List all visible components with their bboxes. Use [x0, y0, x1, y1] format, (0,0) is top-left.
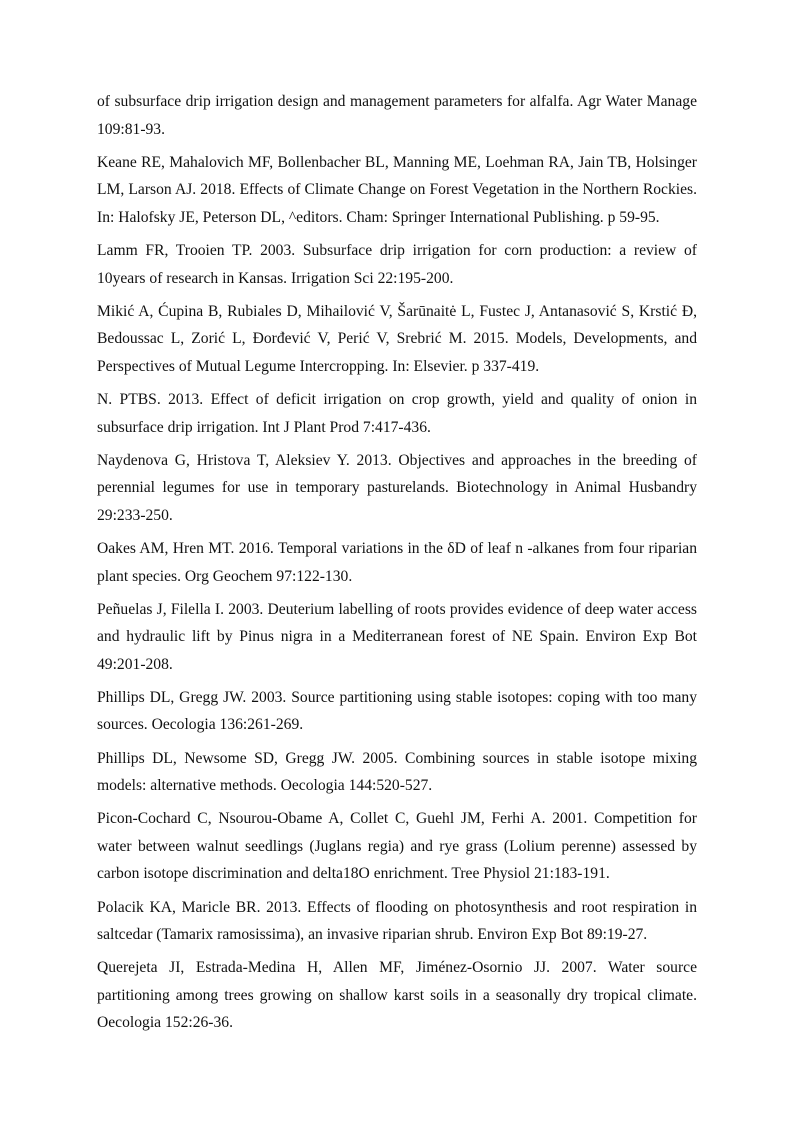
reference-entry: Oakes AM, Hren MT. 2016. Temporal variations in the δD of leaf n -alkanes from four riparian plant species. Org Geochem 97:122-130. [97, 539, 697, 585]
reference-entry: Picon-Cochard C, Nsourou-Obame A, Collet C, Guehl JM, Ferhi A. 2001. Competition for water between walnut seedlings (Juglans regia) and rye grass (Lolium perenne) assessed by carbon isotope discrimination and delta18O enrichment. Tree Physiol 21:183-191. [97, 810, 697, 883]
reference-entry: Querejeta JI, Estrada-Medina H, Allen MF, Jiménez-Osornio JJ. 2007. Water source partitioning among trees growing on shallow karst soils in a seasonally dry tropical climate. Oecologia 152:26-36. [97, 959, 697, 1032]
reference-entry: Peñuelas J, Filella I. 2003. Deuterium labelling of roots provides evidence of deep water access and hydraulic lift by Pinus nigra in a Mediterranean forest of NE Spain. Environ Exp Bot 49:201-208. [97, 600, 697, 673]
reference-entry: Phillips DL, Gregg JW. 2003. Source partitioning using stable isotopes: coping with too many sources. Oecologia 136:261-269. [97, 688, 697, 734]
reference-entry: Naydenova G, Hristova T, Aleksiev Y. 2013. Objectives and approaches in the breeding of perennial legumes for use in temporary pasturelands. Biotechnology in Animal Husbandry 29:233-250. [97, 451, 697, 524]
reference-entry: Keane RE, Mahalovich MF, Bollenbacher BL, Manning ME, Loehman RA, Jain TB, Holsinger LM, Larson AJ. 2018. Effects of Climate Change on Forest Vegetation in the Northern Rockies. In: Halofsky JE, Peterson DL, ^editors. Cham: Springer International Publishing. p 59-95. [97, 153, 697, 226]
reference-list [97, 88, 697, 1043]
reference-entry: Lamm FR, Trooien TP. 2003. Subsurface drip irrigation for corn production: a review of 10years of research in Kansas. Irrigation Sci 22:195-200. [97, 241, 697, 287]
reference-entry: Phillips DL, Newsome SD, Gregg JW. 2005. Combining sources in stable isotope mixing models: alternative methods. Oecologia 144:520-527. [97, 749, 697, 795]
reference-entry: of subsurface drip irrigation design and management parameters for alfalfa. Agr Water Manage 109:81-93. [97, 93, 697, 138]
reference-entry: Mikić A, Ćupina B, Rubiales D, Mihailović V, Šarūnaitė L, Fustec J, Antanasović S, Krstić Đ, Bedoussac L, Zorić L, Đorđević V, Perić V, Srebrić M. 2015. Models, Developments, and Perspectives of Mutual Legume Intercropping. In: Elsevier. p 337-419. [97, 302, 697, 375]
reference-entry: Polacik KA, Maricle BR. 2013. Effects of flooding on photosynthesis and root respiration in saltcedar (Tamarix ramosissima), an invasive riparian shrub. Environ Exp Bot 89:19-27. [97, 898, 697, 944]
reference-entry: N. PTBS. 2013. Effect of deficit irrigation on crop growth, yield and quality of onion in subsurface drip irrigation. Int J Plant Prod 7:417-436. [97, 390, 697, 436]
